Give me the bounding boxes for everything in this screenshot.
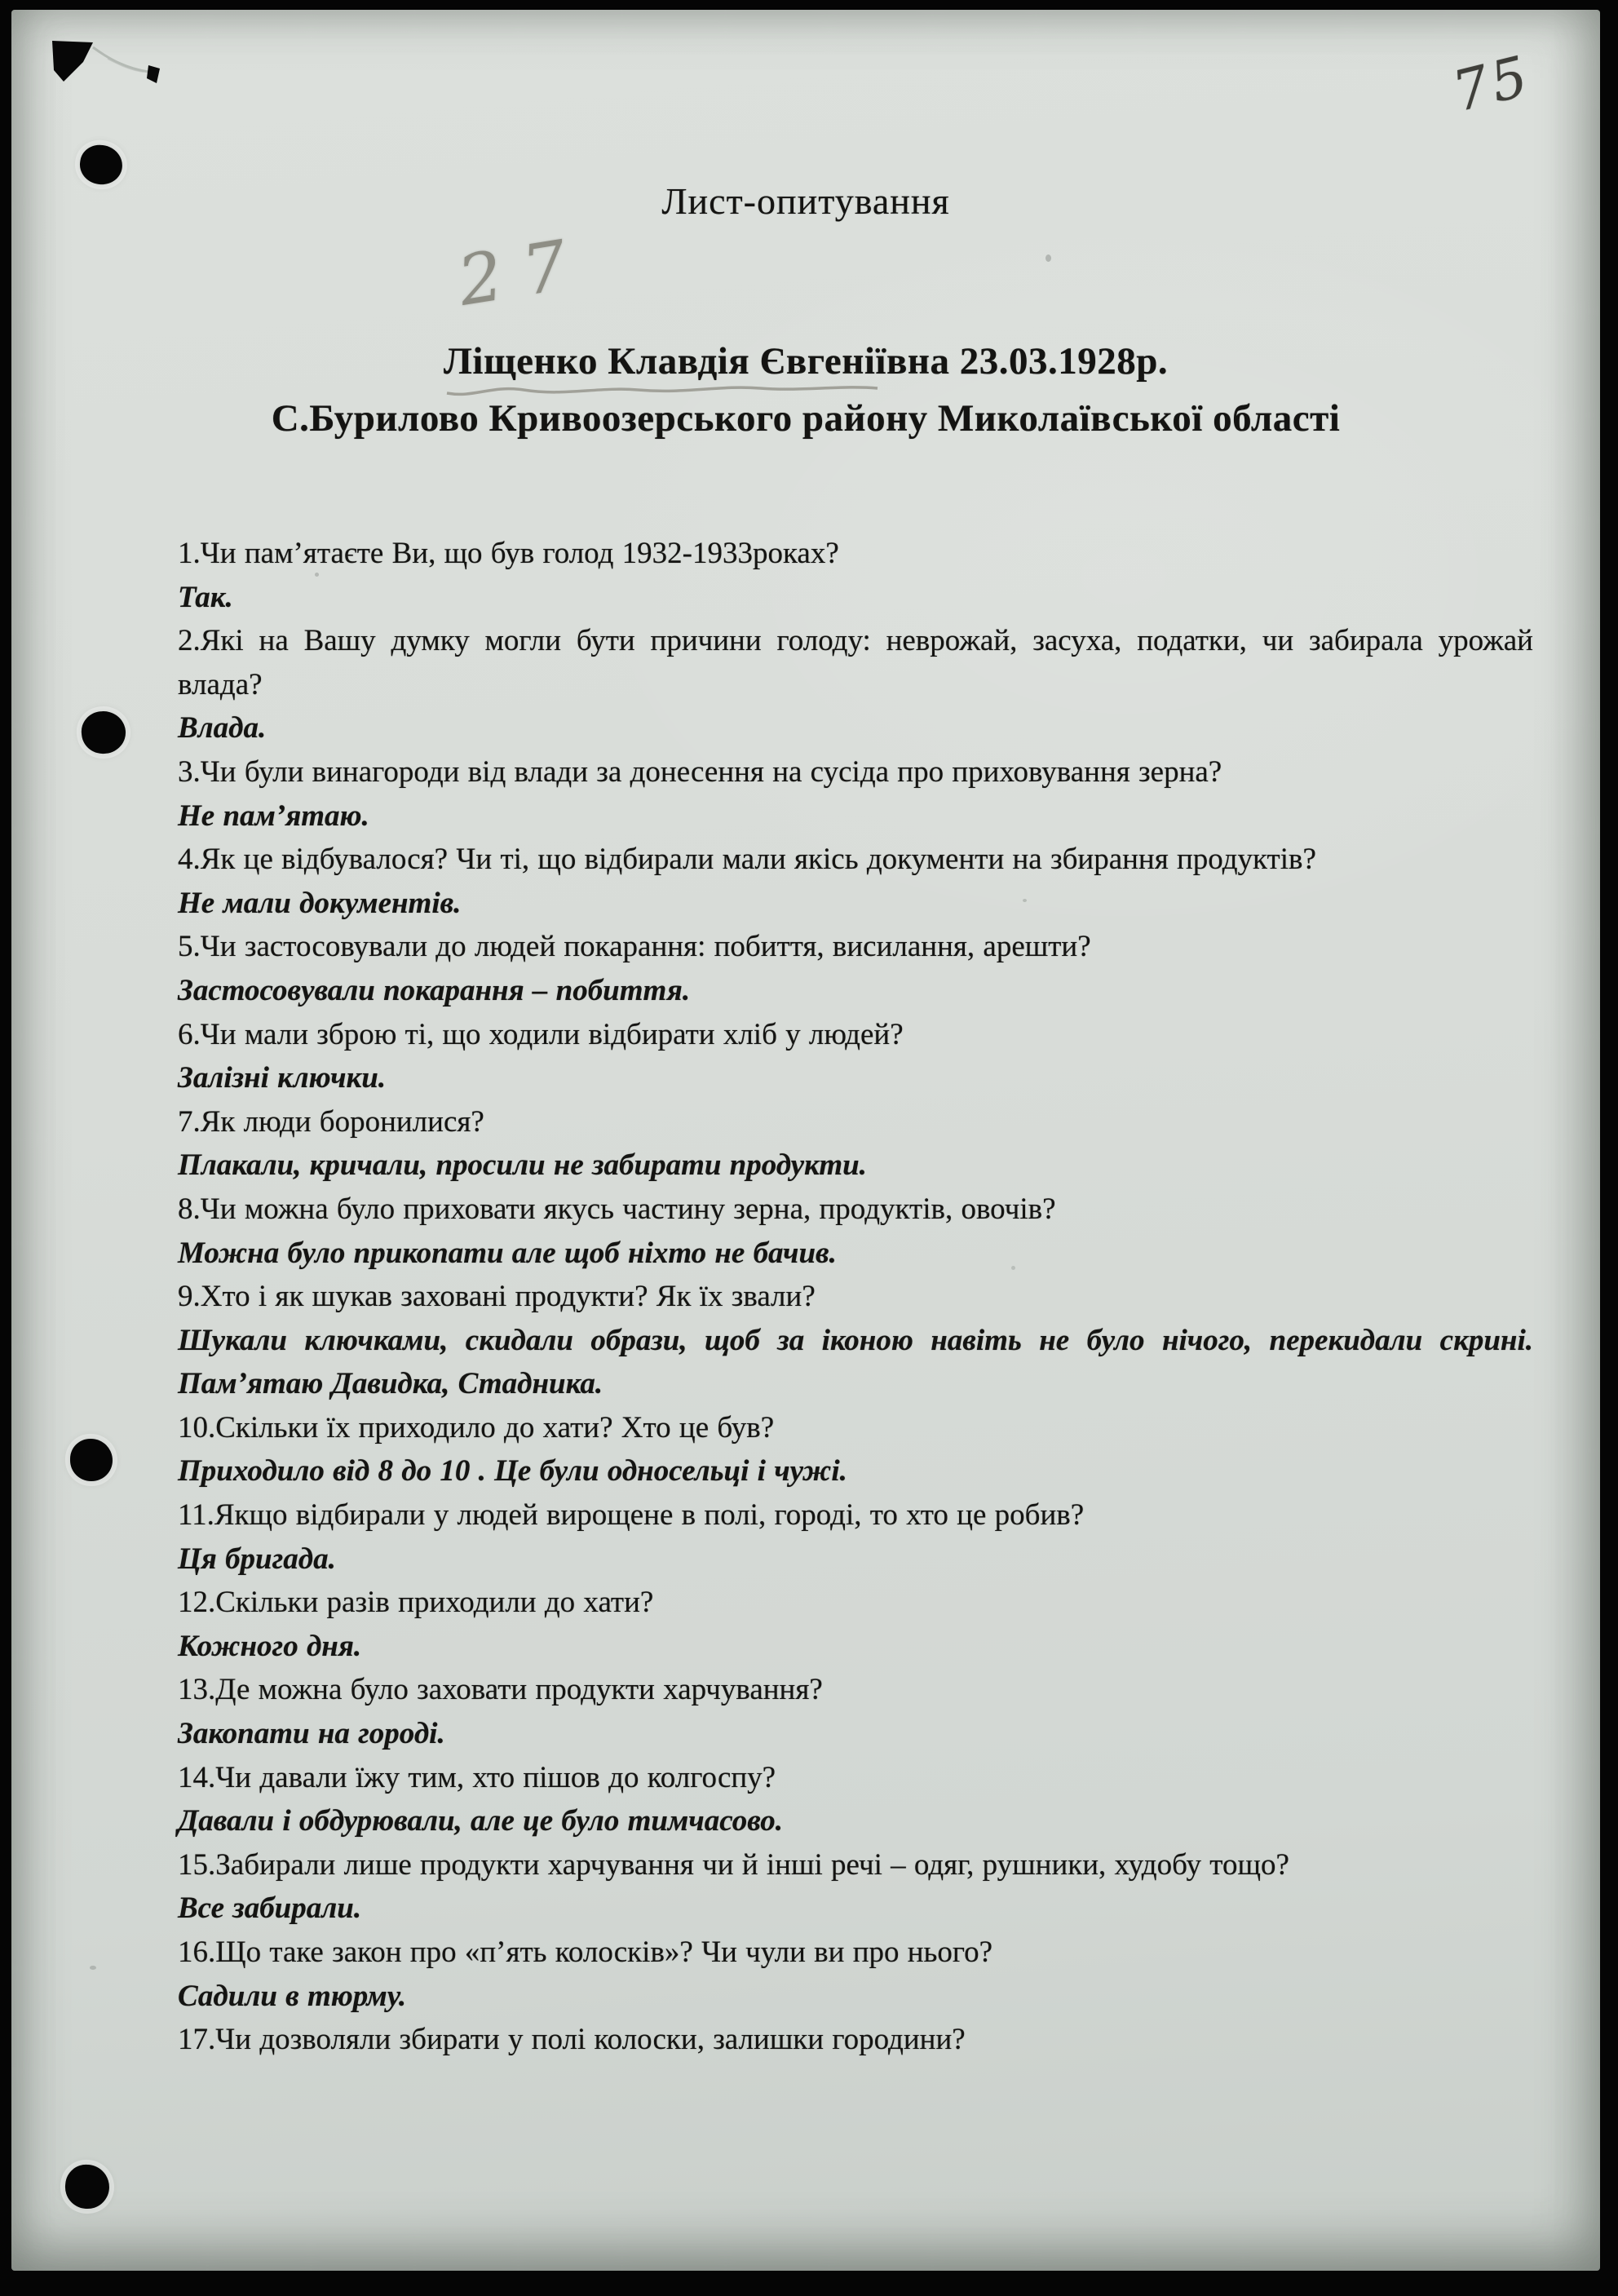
scan-speck bbox=[1023, 899, 1027, 902]
answer-10: Приходило від 8 до 10 . Це були односельці і чужі. bbox=[178, 1454, 847, 1489]
respondent-name-line: Ліщенко Клавдія Євгеніївна 23.03.1928р. bbox=[443, 340, 1169, 383]
question-3: 3.Чи були винагороди від влади за донесення на сусіда про приховування зерна? bbox=[178, 754, 1222, 789]
handwritten-page-number: 75 bbox=[1446, 43, 1537, 126]
answer-13: Закопати на городі. bbox=[178, 1717, 445, 1751]
question-15: 15.Забирали лише продукти харчування чи й інші речі – одяг, рушники, худобу тощо? bbox=[178, 1847, 1289, 1882]
question-17: 17.Чи дозволяли збирати у полі колоски, залишки городини? bbox=[178, 2023, 966, 2057]
answer-1: Так. bbox=[178, 580, 233, 614]
question-13: 13.Де можна було заховати продукти харчування? bbox=[178, 1673, 823, 1707]
paper-sheet bbox=[11, 10, 1600, 2271]
pencil-underline bbox=[442, 377, 882, 401]
answer-15: Все забирали. bbox=[178, 1891, 362, 1926]
question-12: 12.Скільки разів приходили до хати? bbox=[178, 1586, 654, 1620]
question-5: 5.Чи застосовували до людей покарання: побиття, висилання, арешти? bbox=[178, 930, 1091, 964]
scan-speck bbox=[315, 573, 319, 577]
punch-hole bbox=[64, 2163, 112, 2211]
punch-hole bbox=[70, 1439, 113, 1481]
punch-hole bbox=[79, 709, 127, 755]
question-16: 16.Що таке закон про «п’ять колосків»? Чи чули ви про нього? bbox=[178, 1935, 993, 1969]
answer-5: Застосовували покарання – побиття. bbox=[178, 973, 691, 1007]
answer-12: Кожного дня. bbox=[178, 1629, 362, 1663]
document-title: Лист-опитування bbox=[661, 180, 950, 222]
answer-2: Влада. bbox=[178, 711, 267, 745]
qa-list bbox=[178, 532, 1533, 2062]
answer-7: Плакали, кричали, просили не забирати продукти. bbox=[178, 1148, 867, 1183]
answer-3: Не пам’ятаю. bbox=[178, 799, 369, 833]
question-8: 8.Чи можна було приховати якусь частину зерна, продуктів, овочів? bbox=[178, 1192, 1056, 1226]
question-7: 7.Як люди боронилися? bbox=[178, 1104, 484, 1139]
question-9: 9.Хто і як шукав заховані продукти? Як їх звали? bbox=[178, 1280, 816, 1314]
scan-speck bbox=[1046, 254, 1051, 262]
scan-speck bbox=[90, 1966, 96, 1970]
handwritten-number: 27 bbox=[453, 222, 594, 321]
answer-4: Не мали документів. bbox=[178, 886, 462, 920]
question-4: 4.Як це відбувалося? Чи ті, що відбирали мали якісь документи на збирання продуктів? bbox=[178, 843, 1316, 877]
answer-16: Садили в тюрму. bbox=[178, 1979, 407, 2013]
question-6: 6.Чи мали зброю ті, що ходили відбирати хліб у людей? bbox=[178, 1017, 904, 1051]
question-1: 1.Чи пам’ятаєте Ви, що був голод 1932-1933роках? bbox=[178, 537, 839, 570]
answer-6: Залізні ключки. bbox=[178, 1061, 387, 1095]
answer-9: Шукали ключками, скидали образи, щоб за іконою навіть не було нічого, перекидали скрині. Пам’ятаю Давидка, Стадника. bbox=[178, 1323, 1533, 1401]
question-11: 11.Якщо відбирали у людей вирощене в полі, городі, то хто це робив? bbox=[178, 1498, 1085, 1533]
torn-corner-artifact bbox=[29, 23, 184, 113]
scan-speck bbox=[1011, 1266, 1015, 1270]
answer-11: Ця бригада. bbox=[178, 1542, 336, 1576]
question-10: 10.Скільки їх приходило до хати? Хто це був? bbox=[178, 1410, 775, 1444]
answer-8: Можна було прикопати але щоб ніхто не бачив. bbox=[178, 1236, 837, 1270]
question-14: 14.Чи давали їжу тим, хто пішов до колгоспу? bbox=[178, 1760, 776, 1794]
respondent-location-line: С.Бурилово Кривоозерського району Миколаївської області bbox=[271, 397, 1341, 440]
answer-14: Давали і обдурювали, але це було тимчасово. bbox=[178, 1804, 783, 1838]
question-2: 2.Які на Вашу думку могли бути причини голоду: неврожай, засуха, податки, чи забирала урожай влада? bbox=[178, 624, 1533, 701]
